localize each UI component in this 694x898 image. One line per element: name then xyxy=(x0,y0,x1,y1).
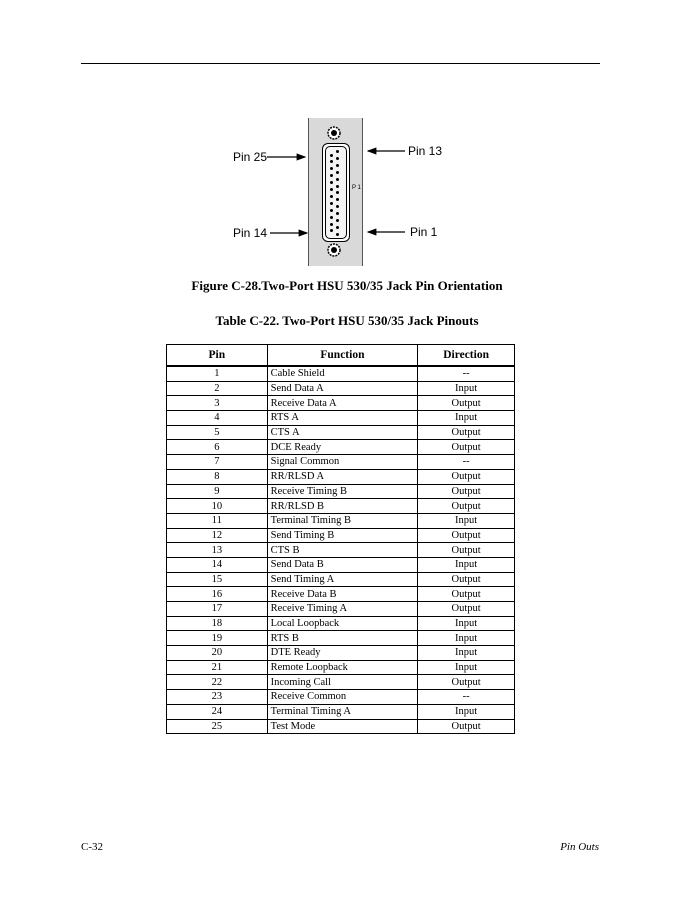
cell-pin: 2 xyxy=(167,381,268,396)
cell-pin: 16 xyxy=(167,587,268,602)
pin14-callout: Pin 14 xyxy=(233,226,268,240)
figure-caption: Figure C-28.Two-Port HSU 530/35 Jack Pin Orientation xyxy=(191,278,503,293)
cell-pin: 24 xyxy=(167,704,268,719)
cell-function: Send Data B xyxy=(267,557,418,572)
table-row xyxy=(167,425,515,440)
cell-pin: 9 xyxy=(167,484,268,499)
cell-function: Receive Timing A xyxy=(267,602,418,617)
table-caption: Table C-22. Two-Port HSU 530/35 Jack Pinouts xyxy=(215,313,479,328)
cell-direction: Input xyxy=(418,557,515,572)
cell-direction: Output xyxy=(418,602,515,617)
table-row xyxy=(167,499,515,514)
table-row xyxy=(167,704,515,719)
pin25-callout: Pin 25 xyxy=(233,150,268,164)
table-row xyxy=(167,675,515,690)
connector-pin-dot xyxy=(336,171,339,174)
cell-direction: -- xyxy=(418,366,515,381)
connector-pin-dot xyxy=(336,178,339,181)
cell-direction: Output xyxy=(418,528,515,543)
connector-pin-dot xyxy=(330,209,333,212)
connector-pin-dot xyxy=(336,157,339,160)
connector-pin-dot xyxy=(336,233,339,236)
cell-function: Receive Data B xyxy=(267,587,418,602)
cell-function: Terminal Timing B xyxy=(267,513,418,528)
table-row xyxy=(167,513,515,528)
cell-pin: 17 xyxy=(167,602,268,617)
table-row xyxy=(167,440,515,455)
cell-direction: Output xyxy=(418,499,515,514)
page-number: C-32 xyxy=(81,841,103,853)
cell-pin: 18 xyxy=(167,616,268,631)
table-row xyxy=(167,690,515,705)
connector-pin-dot xyxy=(336,185,339,188)
cell-function: DTE Ready xyxy=(267,646,418,661)
cell-direction: Output xyxy=(418,572,515,587)
table-row xyxy=(167,587,515,602)
cell-function: RR/RLSD A xyxy=(267,469,418,484)
table-row xyxy=(167,557,515,572)
cell-function: Test Mode xyxy=(267,719,418,734)
cell-pin: 4 xyxy=(167,411,268,426)
section-name: Pin Outs xyxy=(560,841,599,853)
connector-pin-dot xyxy=(330,188,333,191)
connector-pin-dot xyxy=(330,195,333,198)
cell-direction: Input xyxy=(418,381,515,396)
cell-pin: 12 xyxy=(167,528,268,543)
cell-direction: Input xyxy=(418,631,515,646)
table-row xyxy=(167,411,515,426)
cell-direction: Output xyxy=(418,484,515,499)
connector-figure xyxy=(0,0,694,270)
cell-direction: Output xyxy=(418,543,515,558)
table-row xyxy=(167,616,515,631)
cell-direction: Output xyxy=(418,396,515,411)
cell-direction: Output xyxy=(418,719,515,734)
cell-function: Receive Common xyxy=(267,690,418,705)
table-row xyxy=(167,381,515,396)
cell-direction: Output xyxy=(418,587,515,602)
cell-function: Terminal Timing A xyxy=(267,704,418,719)
cell-function: Send Timing B xyxy=(267,528,418,543)
cell-function: Cable Shield xyxy=(267,366,418,381)
cell-direction: Input xyxy=(418,660,515,675)
cell-function: Remote Loopback xyxy=(267,660,418,675)
cell-pin: 14 xyxy=(167,557,268,572)
cell-direction: Output xyxy=(418,425,515,440)
cell-function: RTS B xyxy=(267,631,418,646)
cell-direction: Input xyxy=(418,704,515,719)
connector-pin-dot xyxy=(336,150,339,153)
table-row xyxy=(167,719,515,734)
connector-pin-dot xyxy=(330,216,333,219)
connector-pin-dot xyxy=(336,226,339,229)
header-function: Function xyxy=(267,345,418,367)
cell-function: Incoming Call xyxy=(267,675,418,690)
cell-pin: 15 xyxy=(167,572,268,587)
table-row xyxy=(167,528,515,543)
cell-pin: 11 xyxy=(167,513,268,528)
cell-pin: 3 xyxy=(167,396,268,411)
header-pin: Pin xyxy=(167,345,268,367)
table-row xyxy=(167,631,515,646)
cell-function: CTS B xyxy=(267,543,418,558)
table-row xyxy=(167,646,515,661)
table-header-row xyxy=(167,345,515,367)
table-row xyxy=(167,469,515,484)
cell-direction: Output xyxy=(418,675,515,690)
cell-pin: 23 xyxy=(167,690,268,705)
cell-function: Receive Data A xyxy=(267,396,418,411)
cell-pin: 21 xyxy=(167,660,268,675)
cell-function: DCE Ready xyxy=(267,440,418,455)
cell-pin: 13 xyxy=(167,543,268,558)
connector-pin-dot xyxy=(336,219,339,222)
cell-pin: 20 xyxy=(167,646,268,661)
callout-arrows xyxy=(0,0,694,270)
cell-function: RR/RLSD B xyxy=(267,499,418,514)
cell-pin: 7 xyxy=(167,455,268,470)
cell-direction: -- xyxy=(418,455,515,470)
cell-function: Send Timing A xyxy=(267,572,418,587)
cell-direction: -- xyxy=(418,690,515,705)
pinout-table xyxy=(166,344,515,734)
cell-function: Send Data A xyxy=(267,381,418,396)
table-row xyxy=(167,543,515,558)
connector-pin-dot xyxy=(330,154,333,157)
table-row xyxy=(167,660,515,675)
cell-pin: 22 xyxy=(167,675,268,690)
cell-direction: Input xyxy=(418,616,515,631)
connector-pin-dot xyxy=(330,223,333,226)
connector-pin-dot xyxy=(336,164,339,167)
cell-pin: 5 xyxy=(167,425,268,440)
cell-direction: Output xyxy=(418,440,515,455)
cell-function: CTS A xyxy=(267,425,418,440)
cell-direction: Input xyxy=(418,411,515,426)
cell-function: RTS A xyxy=(267,411,418,426)
cell-direction: Output xyxy=(418,469,515,484)
table-row xyxy=(167,455,515,470)
pin1-callout: Pin 1 xyxy=(410,225,438,239)
cell-pin: 8 xyxy=(167,469,268,484)
table-row xyxy=(167,484,515,499)
cell-direction: Input xyxy=(418,513,515,528)
table-row xyxy=(167,396,515,411)
header-direction: Direction xyxy=(418,345,515,367)
connector-label: P 1 xyxy=(352,185,361,191)
cell-pin: 25 xyxy=(167,719,268,734)
cell-pin: 6 xyxy=(167,440,268,455)
cell-function: Receive Timing B xyxy=(267,484,418,499)
connector-pin-dot xyxy=(330,202,333,205)
cell-pin: 1 xyxy=(167,366,268,381)
cell-direction: Input xyxy=(418,646,515,661)
pin13-callout: Pin 13 xyxy=(408,144,443,158)
table-row xyxy=(167,572,515,587)
cell-pin: 10 xyxy=(167,499,268,514)
cell-function: Signal Common xyxy=(267,455,418,470)
cell-function: Local Loopback xyxy=(267,616,418,631)
table-row xyxy=(167,366,515,381)
table-row xyxy=(167,602,515,617)
cell-pin: 19 xyxy=(167,631,268,646)
